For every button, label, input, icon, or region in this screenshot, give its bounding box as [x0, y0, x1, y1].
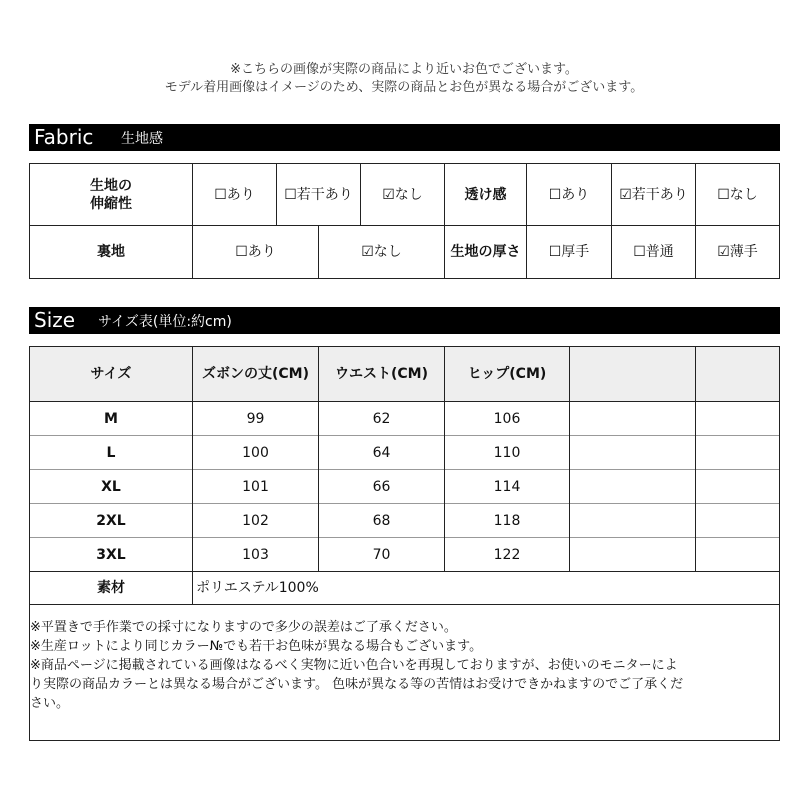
- lining-option-none[interactable]: ☑なし: [361, 244, 402, 260]
- header-empty-2: [696, 347, 779, 401]
- color-notice-line-1: ※こちらの画像が実際の商品により近いお色でございます。: [230, 62, 578, 77]
- size-row-2xl-label: 2XL: [96, 512, 126, 529]
- size-row-3xl-length: 103: [242, 546, 269, 563]
- size-row-l-waist: 64: [372, 444, 391, 461]
- stretch-label: 生地の 伸縮性: [90, 177, 132, 212]
- size-row-2xl-waist: 68: [372, 512, 391, 529]
- thickness-option-thick[interactable]: ☐厚手: [548, 244, 590, 260]
- size-row-xl-length: 101: [242, 478, 269, 495]
- size-row-l-label: L: [106, 444, 116, 461]
- size-title-en: Size: [34, 308, 76, 332]
- note-line-2: ※生産ロットにより同じカラー№でも若干お色味が異なる場合もございます。: [30, 639, 483, 654]
- size-notes: [30, 618, 778, 713]
- stretch-option-slight[interactable]: ☐若干あり: [284, 186, 353, 203]
- fabric-title-jp: 生地感: [121, 131, 163, 147]
- stretch-option-none[interactable]: ☑なし: [382, 186, 423, 203]
- stretch-option-yes[interactable]: ☐あり: [214, 186, 255, 203]
- color-notice-line-2: モデル着用画像はイメージのため、実際の商品とお色が異なる場合がございます。: [164, 80, 644, 95]
- size-title-jp: サイズ表(単位:約cm): [98, 314, 232, 330]
- lining-option-yes[interactable]: ☐あり: [235, 244, 276, 260]
- size-section-header: [29, 307, 780, 334]
- fabric-table: [29, 163, 780, 279]
- size-row-2xl-hip: 118: [493, 512, 521, 529]
- fabric-title-en: Fabric: [34, 125, 94, 149]
- size-row-3xl-hip: 122: [493, 546, 521, 563]
- material-label: 素材: [97, 580, 125, 596]
- header-length: ズボンの丈(CM): [201, 366, 309, 382]
- sheer-option-slight[interactable]: ☑若干あり: [619, 186, 688, 203]
- size-row-xl-waist: 66: [372, 478, 391, 495]
- sheer-label: 透け感: [464, 186, 507, 203]
- header-waist: ウエスト(CM): [334, 366, 428, 382]
- size-row-3xl-waist: 70: [372, 546, 391, 563]
- note-line-4: り実際の商品カラーとは異なる場合がございます。 色味が異なる等の苦情はお受けできかねますのでご了承くだ: [30, 677, 684, 692]
- lining-label: 裏地: [97, 244, 125, 260]
- sheer-option-none[interactable]: ☐なし: [717, 186, 758, 203]
- note-line-3: ※商品ページに掲載されている画像はなるべく実物に近い色合いを再現しておりますが、お使いのモニターによ: [30, 658, 678, 673]
- size-row-l-hip: 110: [493, 444, 521, 461]
- size-row-m-hip: 106: [493, 410, 521, 427]
- thickness-option-thin[interactable]: ☑薄手: [717, 244, 758, 260]
- size-row-l-length: 100: [242, 444, 269, 461]
- size-row-m-waist: 62: [372, 410, 391, 427]
- material-value: ポリエステル100%: [196, 580, 319, 596]
- fabric-section-header: [29, 124, 780, 151]
- thickness-label: 生地の厚さ: [450, 244, 521, 260]
- size-row-m-length: 99: [246, 410, 265, 427]
- sheer-option-yes[interactable]: ☐あり: [548, 186, 590, 203]
- size-row-2xl-length: 102: [242, 512, 269, 529]
- thickness-option-normal[interactable]: ☐普通: [633, 244, 674, 260]
- note-line-5: さい。: [30, 696, 70, 711]
- size-row-3xl-label: 3XL: [96, 546, 126, 563]
- size-row-xl-hip: 114: [493, 478, 521, 495]
- header-empty-1: [570, 347, 695, 401]
- header-hip: ヒップ(CM): [467, 366, 547, 382]
- size-row-xl-label: XL: [101, 478, 121, 495]
- header-size: サイズ: [90, 366, 132, 382]
- note-line-1: ※平置きで手作業での採寸になりますので多少の誤差はご了承ください。: [30, 620, 457, 635]
- size-row-m-label: M: [104, 410, 118, 427]
